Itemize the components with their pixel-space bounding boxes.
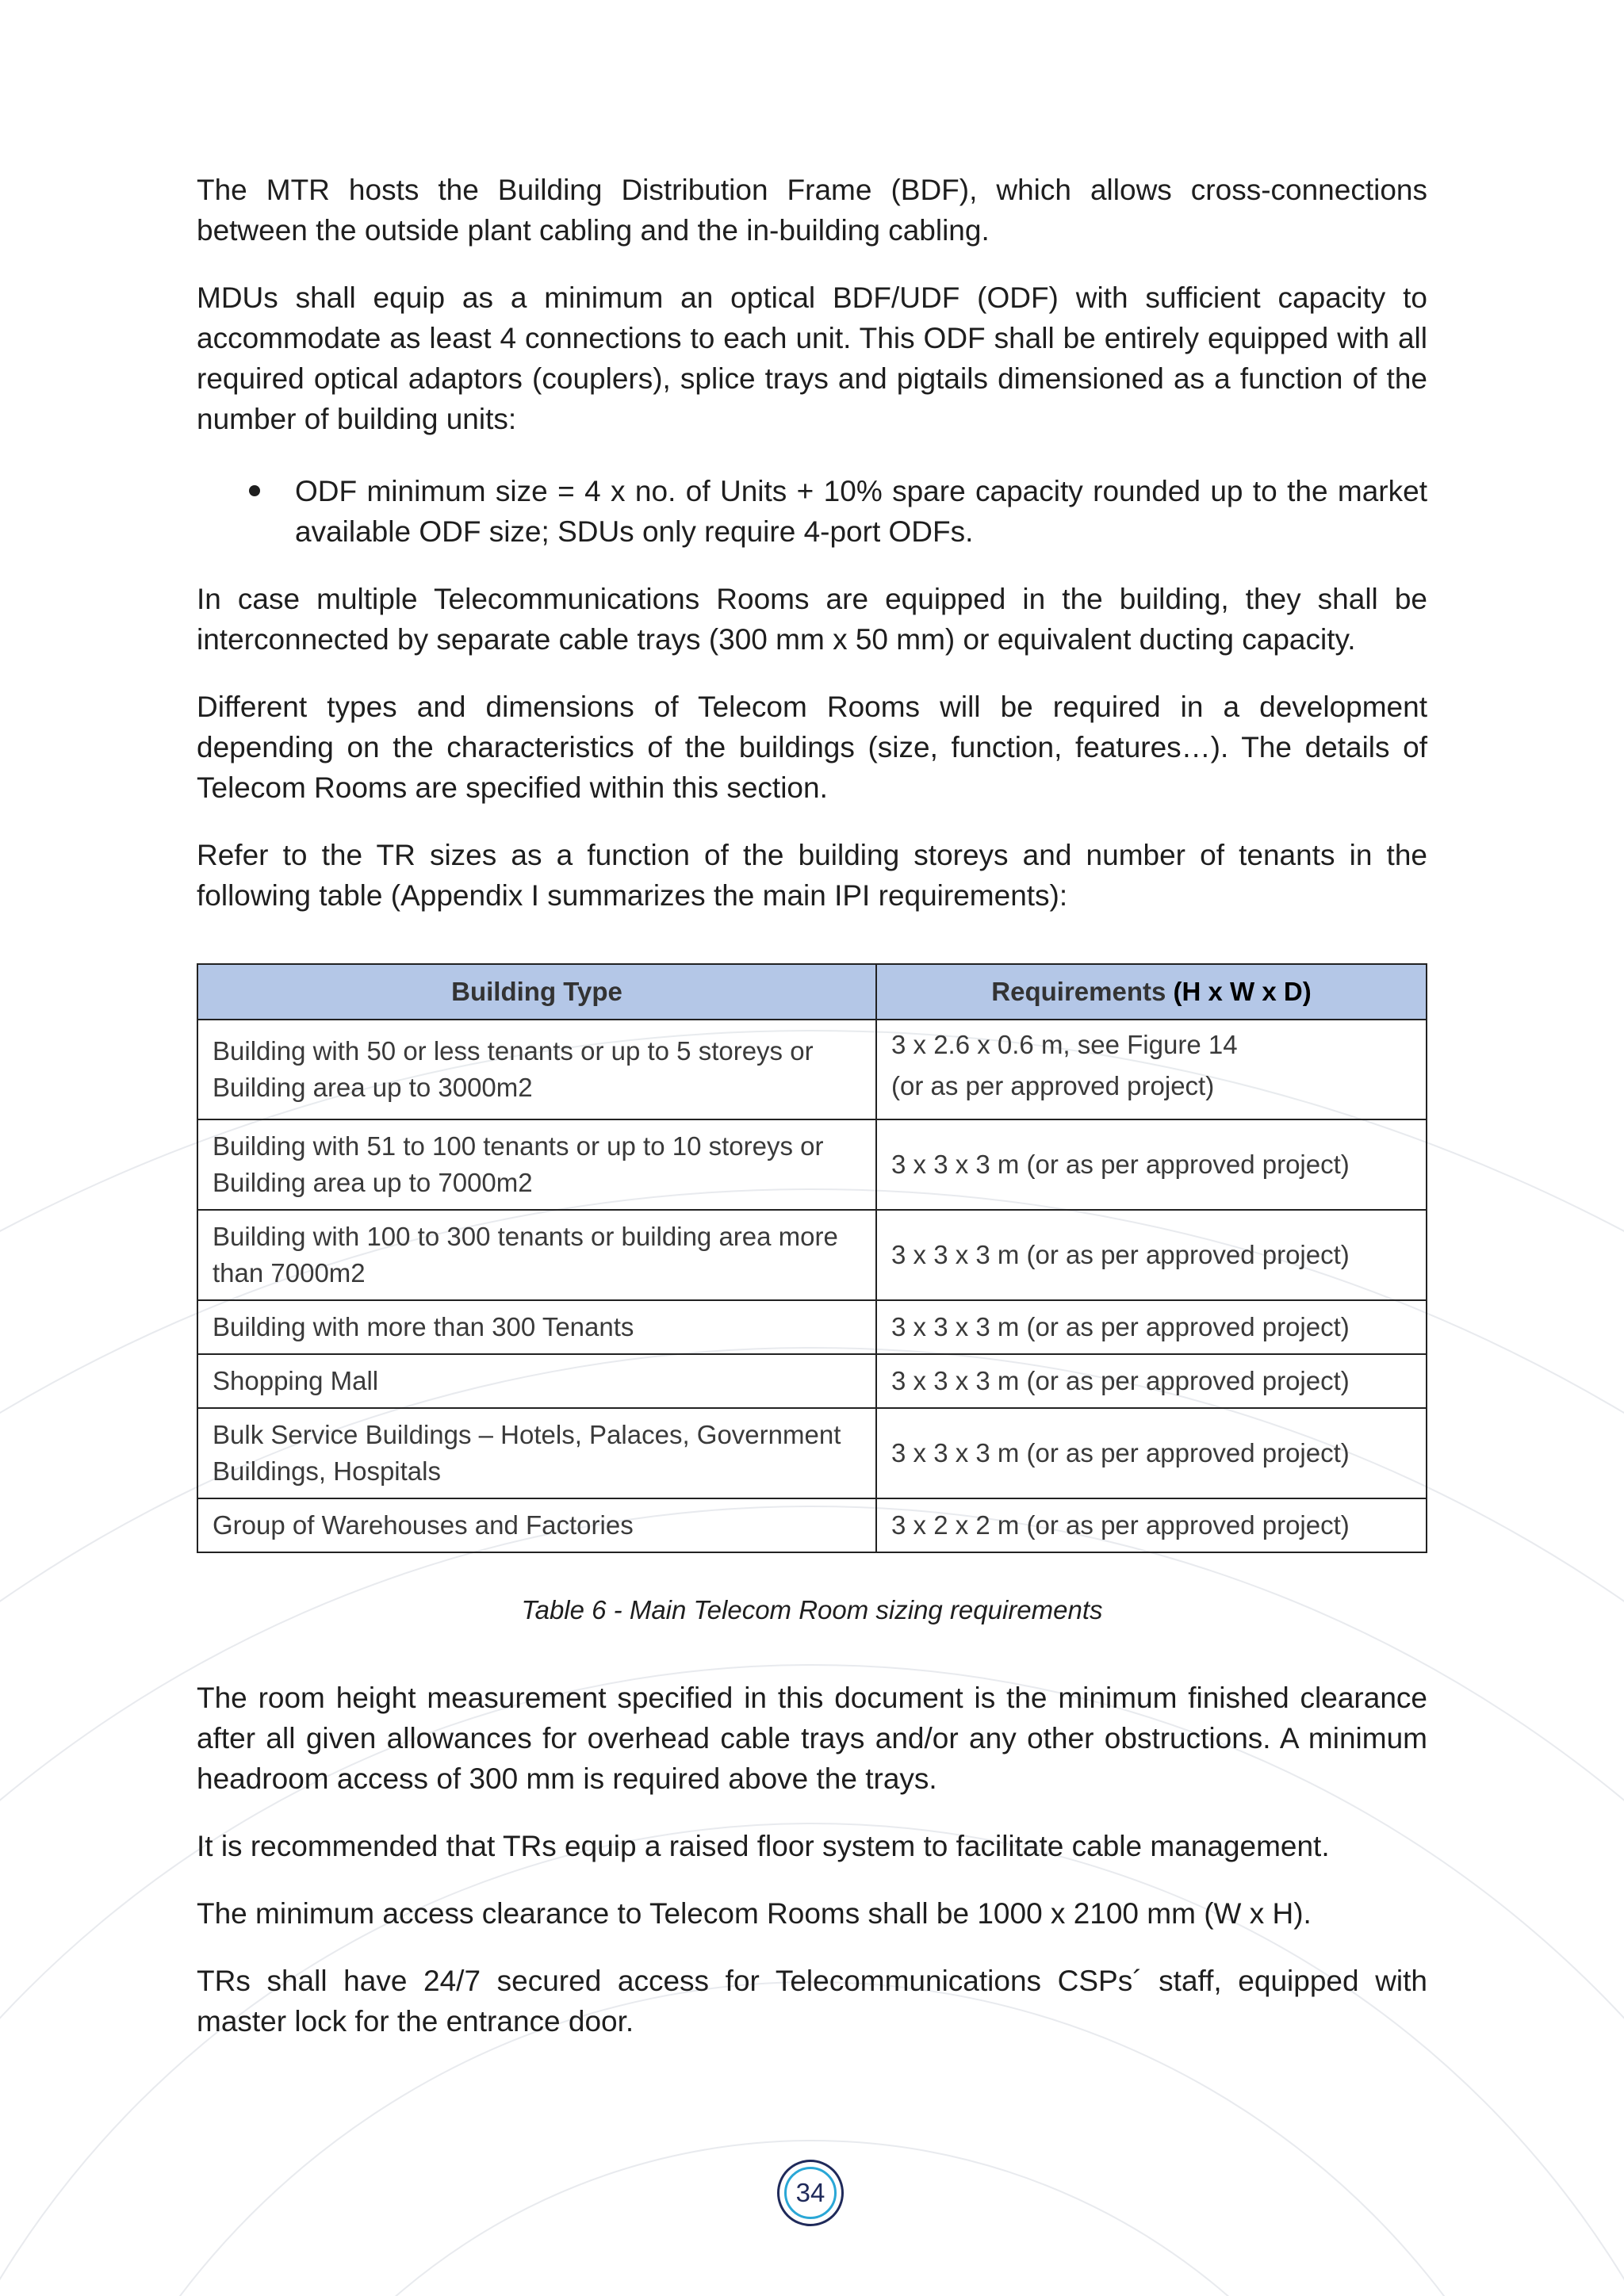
table-row — [197, 1300, 1427, 1354]
table-header-row — [197, 964, 1427, 1020]
paragraph-room-height: The room height measurement specified in this document is the minimum finished clearance after all given allowances for overhead cable trays and/or any other obstructions. A minimum headroom access of 300 mm is required above the trays. — [197, 1682, 1427, 1795]
paragraph-raised-floor: It is recommended that TRs equip a raised floor system to facilitate cable management. — [197, 1830, 1330, 1862]
requirement-cell — [876, 1020, 1427, 1119]
table-row — [197, 1408, 1427, 1498]
requirement-cell: 3 x 3 x 3 m (or as per approved project) — [876, 1119, 1427, 1210]
building-type-cell: Group of Warehouses and Factories — [197, 1498, 876, 1552]
requirement-cell: 3 x 3 x 3 m (or as per approved project) — [876, 1354, 1427, 1408]
requirement-cell: 3 x 3 x 3 m (or as per approved project) — [876, 1408, 1427, 1498]
requirement-cell: 3 x 2 x 2 m (or as per approved project) — [876, 1498, 1427, 1552]
header-requirements-label: Requirements — [991, 977, 1166, 1006]
requirement-cell: 3 x 3 x 3 m (or as per approved project) — [876, 1300, 1427, 1354]
paragraph-secured-access: TRs shall have 24/7 secured access for Telecommunications CSPs´ staff, equipped with master lock for the entrance door. — [197, 1965, 1427, 2038]
building-type-cell: Shopping Mall — [197, 1354, 876, 1408]
header-building-type: Building Type — [197, 964, 876, 1020]
table-row — [197, 1119, 1427, 1210]
paragraph-mdu-odf: MDUs shall equip as a minimum an optical BDF/UDF (ODF) with sufficient capacity to accommodate as least 4 connections to each unit. This ODF shall be entirely equipped with all required optical adaptors (couplers), splice trays and pigtails dimensioned as a function of the number of building units: — [197, 281, 1427, 435]
building-type-cell: Building with 100 to 300 tenants or building area more than 7000m2 — [197, 1210, 876, 1300]
table-row — [197, 1020, 1427, 1119]
page-number: 34 — [784, 2167, 837, 2219]
paragraph-multiple-rooms: In case multiple Telecommunications Rooms are equipped in the building, they shall be interconnected by separate cable trays (300 mm x 50 mm) or equivalent ducting capacity. — [197, 583, 1427, 656]
bullet-icon — [249, 485, 260, 496]
building-type-cell: Building with 50 or less tenants or up to 5 storeys or Building area up to 3000m2 — [197, 1020, 876, 1119]
odf-bullet-list — [197, 471, 1427, 552]
paragraph-access-clearance: The minimum access clearance to Telecom Rooms shall be 1000 x 2100 mm (W x H). — [197, 1897, 1312, 1930]
paragraph-table-intro: Refer to the TR sizes as a function of the building storeys and number of tenants in the following table (Appendix I summarizes the main IPI requirements): — [197, 839, 1427, 912]
requirement-value: 3 x 2.6 x 0.6 m, see Figure 14 — [891, 1030, 1238, 1059]
paragraph-mtr-bdf: The MTR hosts the Building Distribution Frame (BDF), which allows cross-connections between the outside plant cabling and the in-building cabling. — [197, 174, 1427, 247]
table-row — [197, 1498, 1427, 1552]
closing-section — [197, 1678, 1427, 2042]
requirement-cell: 3 x 3 x 3 m (or as per approved project) — [876, 1210, 1427, 1300]
table-caption: Table 6 - Main Telecom Room sizing requirements — [521, 1595, 1103, 1624]
table-row — [197, 1210, 1427, 1300]
telecom-room-sizing-table — [197, 963, 1427, 1553]
document-body — [197, 170, 1427, 2068]
building-type-cell: Bulk Service Buildings – Hotels, Palaces, Government Buildings, Hospitals — [197, 1408, 876, 1498]
building-type-cell: Building with 51 to 100 tenants or up to 10 storeys or Building area up to 7000m2 — [197, 1119, 876, 1210]
header-requirements-units: (H x W x D) — [1173, 977, 1312, 1006]
bullet-text: ODF minimum size = 4 x no. of Units + 10% spare capacity rounded up to the market available ODF size; SDUs only require 4-port ODFs. — [295, 475, 1427, 548]
table-row — [197, 1354, 1427, 1408]
requirement-note: (or as per approved project) — [891, 1071, 1215, 1100]
paragraph-room-types: Different types and dimensions of Telecom Rooms will be required in a development depending on the characteristics of the buildings (size, function, features…). The details of Telecom Rooms are specified within this section. — [197, 691, 1427, 804]
list-item — [197, 471, 1427, 552]
header-requirements — [876, 964, 1427, 1020]
building-type-cell: Building with more than 300 Tenants — [197, 1300, 876, 1354]
